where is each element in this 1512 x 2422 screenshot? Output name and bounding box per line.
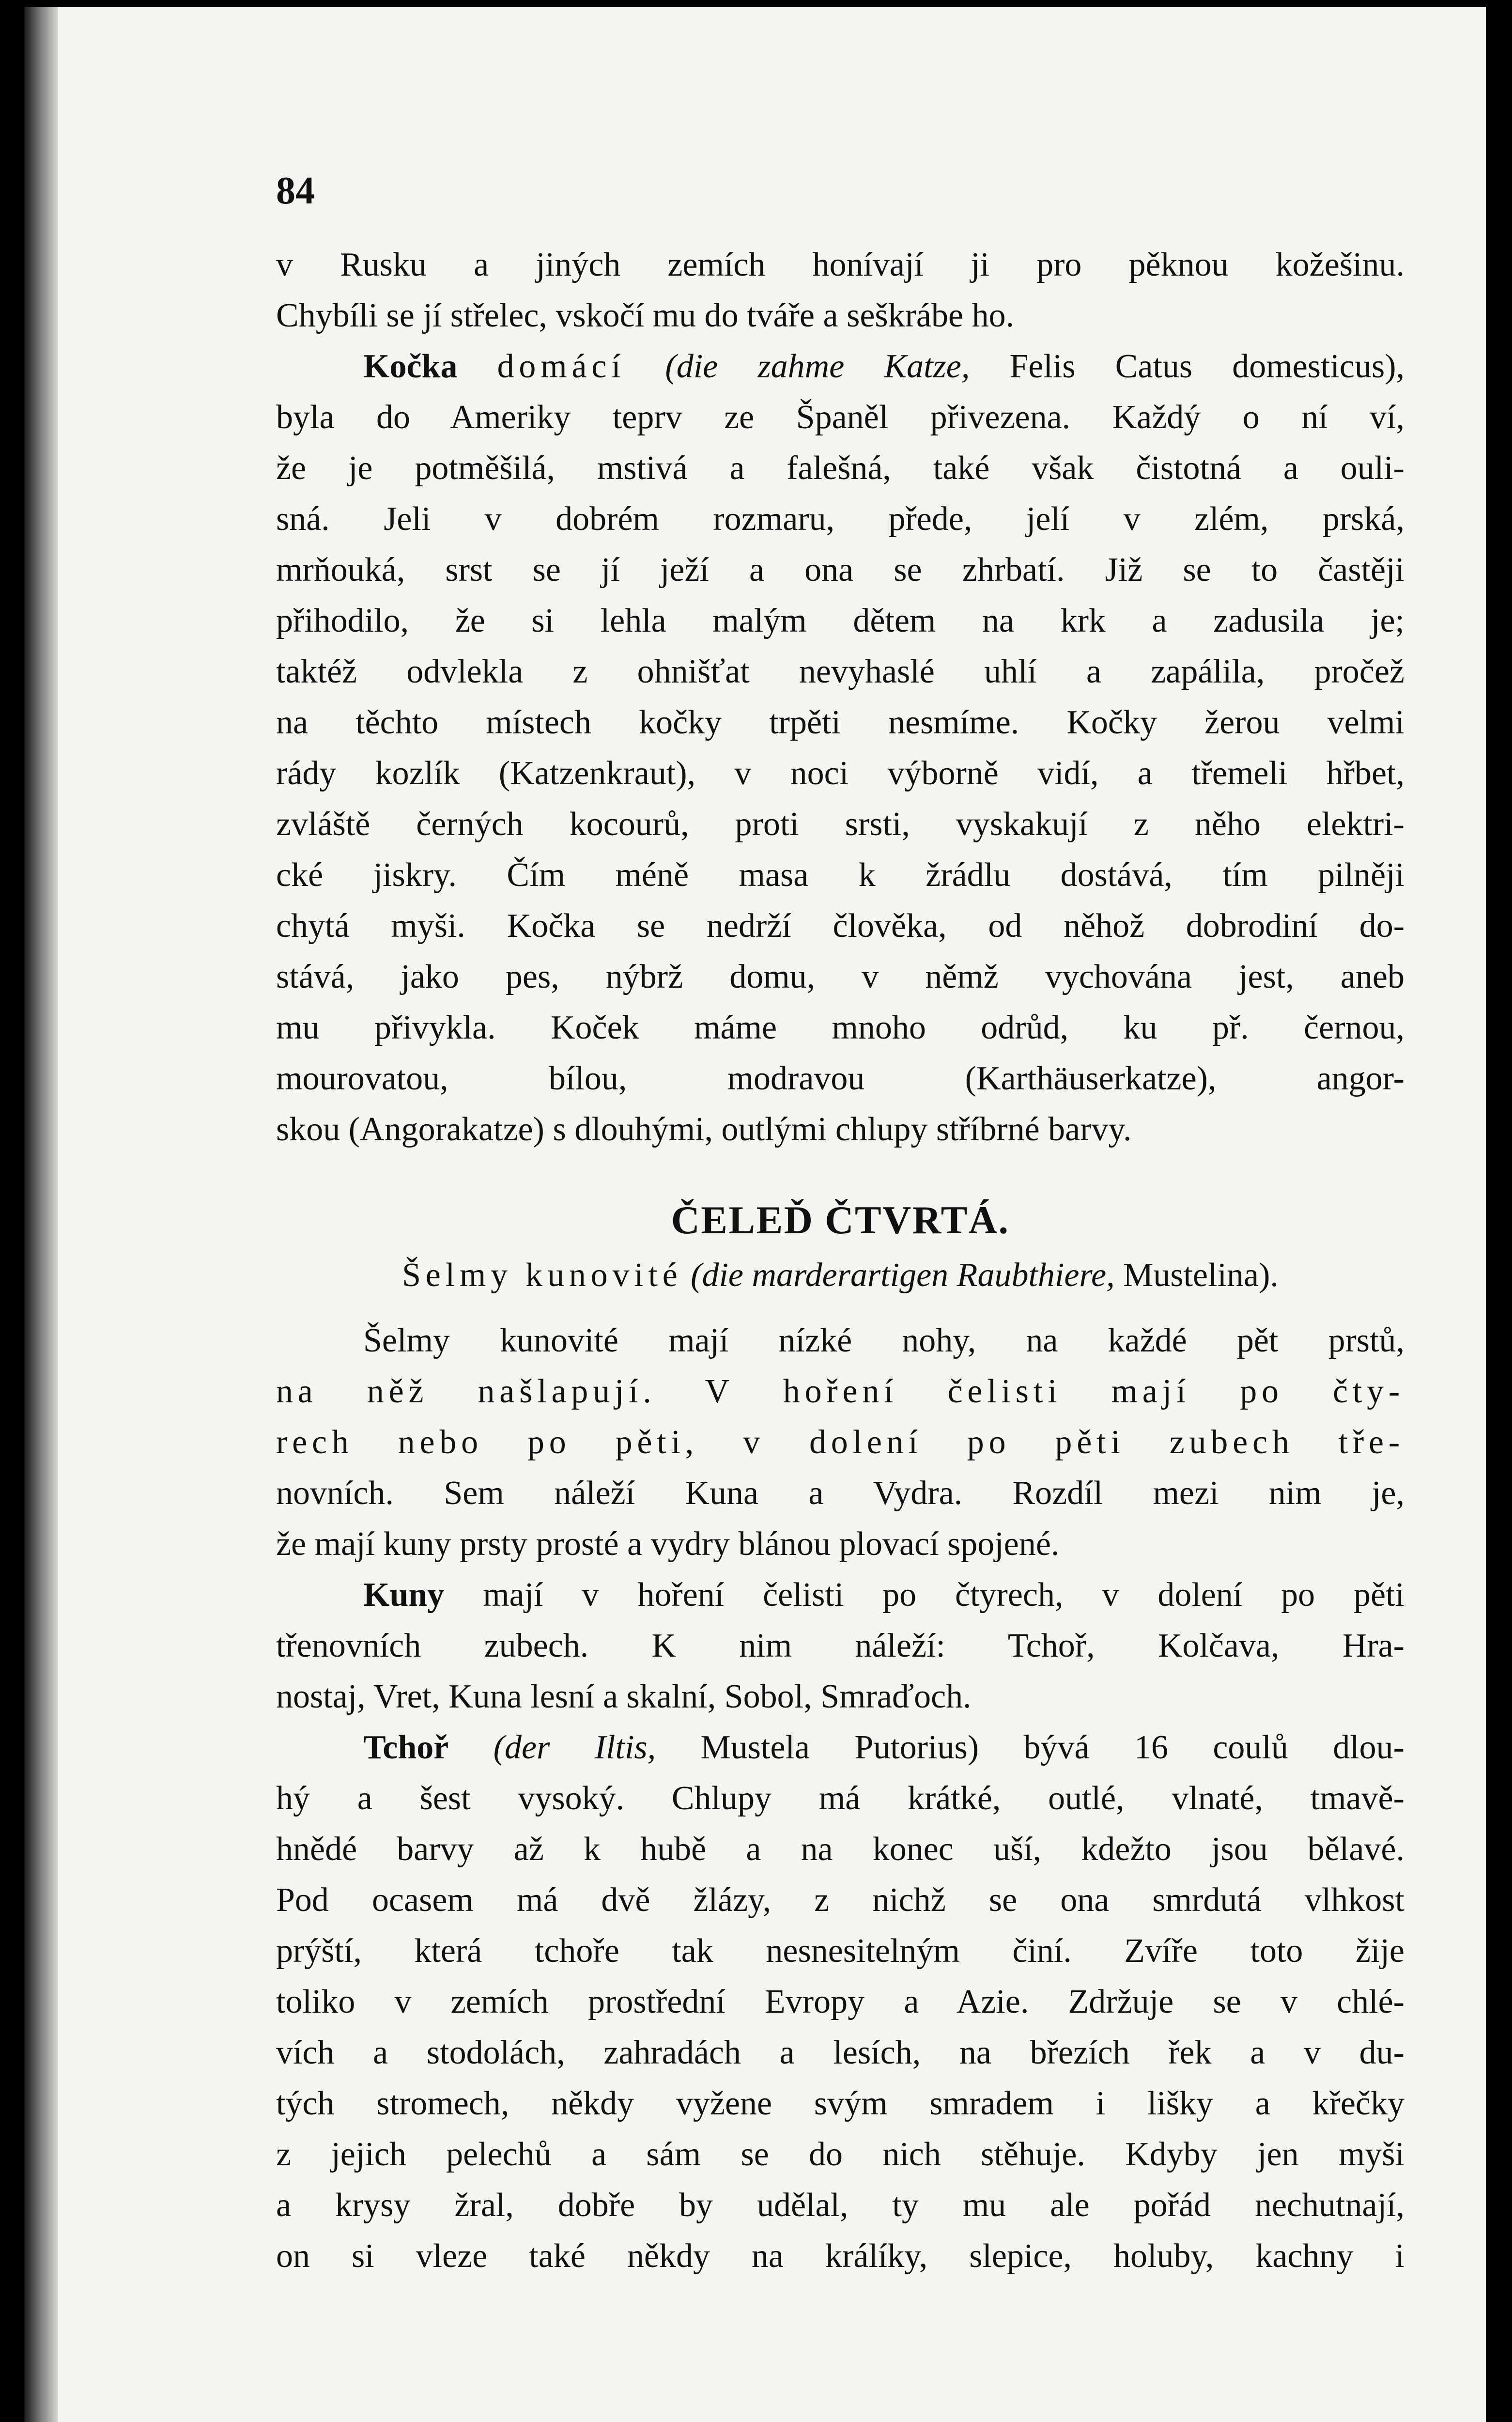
text-line: skou (Angorakatze) s dlouhými, outlými chlupy stříbrné barvy. <box>276 1111 1132 1148</box>
page-number: 84 <box>276 170 315 212</box>
text-line: mourovatou, bílou, modravou (Karthäuserkatze), angor- <box>276 1060 1404 1097</box>
text-line: že mají kuny prsty prosté a vydry blánou plovací spojené. <box>276 1525 1060 1563</box>
page-binding-edge <box>24 7 58 2422</box>
text-line: z jejich pelechů a sám se do nich stěhuje. Kdyby jen myši <box>276 2136 1404 2173</box>
term-kuny: Kuny <box>363 1576 445 1614</box>
text-line: přihodilo, že si lehla malým dětem na krk a zadusila je; <box>276 602 1404 639</box>
subtitle-latin: Mustelina). <box>1114 1257 1279 1294</box>
text-line: taktéž odvlekla z ohnišťat nevyhaslé uhlí a zapálila, pročež <box>276 653 1404 690</box>
text-line: cké jiskry. Čím méně masa k žrádlu dostává, tím pilněji <box>276 856 1404 894</box>
text-line <box>276 341 1404 392</box>
text-fragment: Felis Catus domesticus), <box>970 348 1405 385</box>
text-line: hnědé barvy až k hubě a na konec uší, kdežto jsou bělavé. <box>276 1831 1404 1868</box>
text-line: on si vleze také někdy na králíky, slepice, holuby, kachny i <box>276 2237 1404 2275</box>
text-line <box>276 1569 1404 1620</box>
text-line: tých stromech, někdy vyžene svým smradem i lišky a křečky <box>276 2085 1404 2122</box>
text-line: mrňouká, srst se jí ježí a ona se zhrbatí. Již se to častěji <box>276 551 1404 589</box>
section-title: ČELEĎ ČTVRTÁ. <box>671 1198 1010 1242</box>
text-line <box>276 1722 1404 1773</box>
text-line: Chybíli se jí střelec, vskočí mu do tváře a seškrábe ho. <box>276 297 1015 334</box>
text-line: na těchto místech kočky trpěti nesmíme. Kočky žerou velmi <box>276 704 1404 741</box>
text-line: sná. Jeli v dobrém rozmaru, přede, jelí v zlém, prská, <box>276 500 1404 538</box>
text-fragment: mají v hoření čelisti po čtyrech, v dolení po pěti <box>444 1576 1404 1614</box>
text-line: na něž našlapují. V hoření čelisti mají po čty- <box>276 1373 1404 1410</box>
text-line: chytá myši. Kočka se nedrží člověka, od něhož dobrodiní do- <box>276 907 1404 945</box>
text-line: rech nebo po pěti, v dolení po pěti zubech tře- <box>276 1424 1404 1461</box>
german-term: (die zahme Katze, <box>665 348 970 385</box>
page-text <box>276 239 1404 2282</box>
term-tchor: Tchoř <box>363 1729 449 1766</box>
text-line: prýští, která tchoře tak nesnesitelným činí. Zvíře toto žije <box>276 1932 1404 1970</box>
text-line: stává, jako pes, nýbrž domu, v němž vychována jest, aneb <box>276 958 1404 995</box>
text-fragment: Mustela Putorius) bývá 16 coulů dlou- <box>656 1729 1404 1766</box>
book-page <box>24 7 1486 2422</box>
text-line: třenovních zubech. K nim náleží: Tchoř, Kolčava, Hra- <box>276 1627 1404 1664</box>
german-term: (der Iltis, <box>493 1729 656 1766</box>
text-line: a krysy žral, dobře by udělal, ty mu ale pořád nechutnají, <box>276 2187 1404 2224</box>
text-line: Pod ocasem má dvě žlázy, z nichž se ona smrdutá vlhkost <box>276 1881 1404 1919</box>
text-line: v Rusku a jiných zemích honívají ji pro pěknou kožešinu. <box>276 246 1404 283</box>
section-subtitle <box>276 1250 1404 1301</box>
text-line: vích a stodolách, zahradách a lesích, na březích řek a v du- <box>276 2034 1404 2071</box>
text-line: novních. Sem náleží Kuna a Vydra. Rozdíl mezi nim je, <box>276 1475 1404 1512</box>
text-line: nostaj, Vret, Kuna lesní a skalní, Sobol, Smraďoch. <box>276 1678 972 1715</box>
subtitle-german: (die marderartigen Raubthiere, <box>691 1257 1115 1294</box>
text-line: mu přivykla. Koček máme mnoho odrůd, ku př. černou, <box>276 1009 1404 1046</box>
text-line: Šelmy kunovité mají nízké nohy, na každé pět prstů, <box>363 1322 1404 1359</box>
term-rest: domácí <box>497 348 626 385</box>
text-line: byla do Ameriky teprv ze Španěl přivezena. Každý o ní ví, <box>276 399 1404 436</box>
text-line: toliko v zemích prostřední Evropy a Azie. Zdržuje se v chlé- <box>276 1983 1404 2020</box>
text-line: že je potměšilá, mstivá a falešná, také však čistotná a ouli- <box>276 450 1404 487</box>
text-line: zvláště černých kocourů, proti srsti, vyskakují z něho elektri- <box>276 806 1404 843</box>
text-line: hý a šest vysoký. Chlupy má krátké, outlé, vlnaté, tmavě- <box>276 1780 1404 1817</box>
text-line: rády kozlík (Katzenkraut), v noci výborně vidí, a třemeli hřbet, <box>276 755 1404 792</box>
subtitle-czech: Šelmy kunovité <box>402 1257 682 1294</box>
term-kocka: Kočka <box>363 348 458 385</box>
